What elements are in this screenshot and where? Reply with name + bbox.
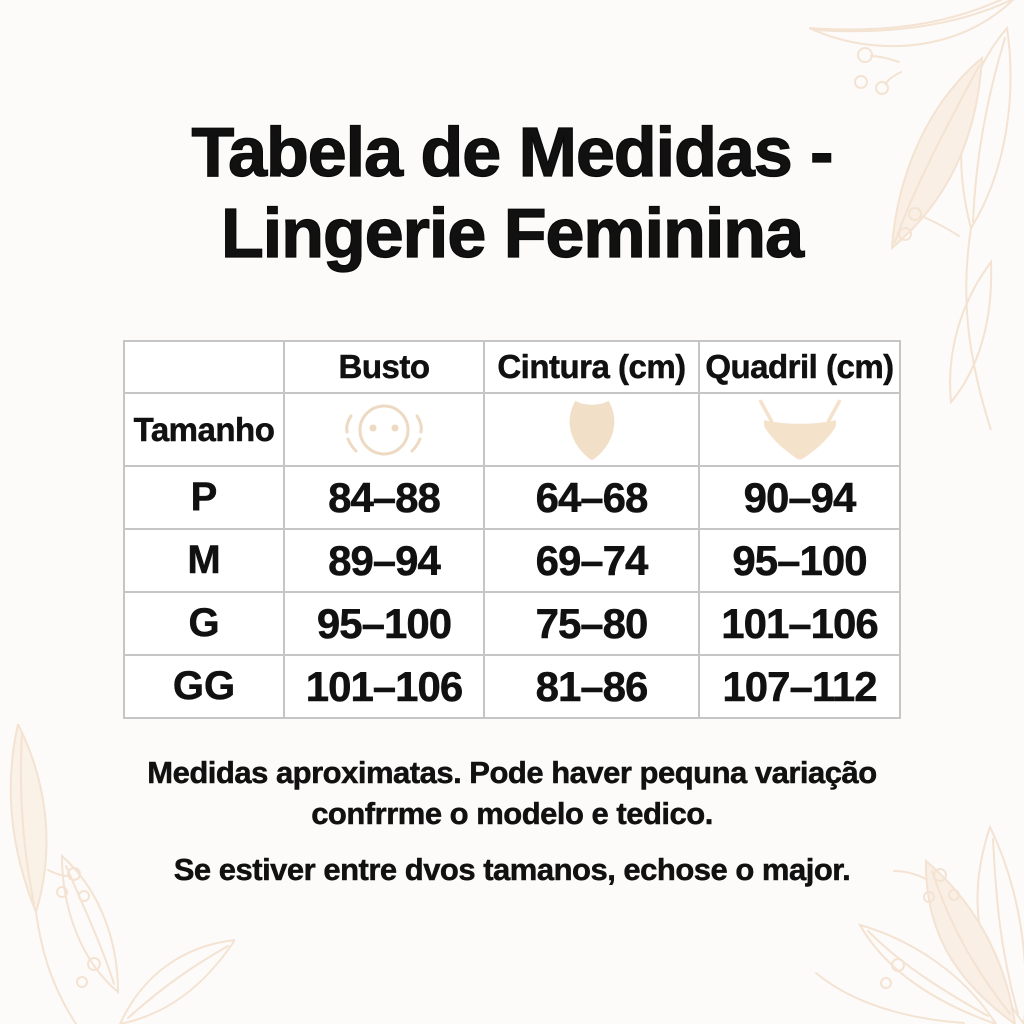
page-title-line1: Tabela de Medidas - [191, 113, 833, 191]
header-quadril: Quadril (cm) [699, 341, 900, 393]
quadril-g: 101–106 [699, 592, 900, 655]
table-row [124, 592, 900, 655]
table-header-row [124, 341, 900, 393]
cintura-p: 64–68 [484, 466, 699, 529]
table-icon-row [124, 393, 900, 466]
busto-gg: 101–106 [284, 655, 484, 718]
cintura-gg: 81–86 [484, 655, 699, 718]
busto-g: 95–100 [284, 592, 484, 655]
size-g: G [124, 592, 284, 655]
table-row [124, 529, 900, 592]
approximation-note [0, 752, 1024, 834]
page-title-line2: Lingerie Feminina [221, 194, 803, 272]
footer-notes [0, 752, 1024, 890]
waist-icon [564, 397, 620, 463]
size-chart-table [123, 340, 901, 719]
approximation-note-line2: confrrme o modelo e tedico. [311, 796, 713, 831]
panties-icon [748, 397, 852, 463]
cintura-g: 75–80 [484, 592, 699, 655]
sizing-advice-note: Se estiver entre dvos tamanos, echose o major. [173, 852, 851, 887]
page-title [0, 112, 1024, 274]
cintura-m: 69–74 [484, 529, 699, 592]
busto-m: 89–94 [284, 529, 484, 592]
table-row [124, 466, 900, 529]
size-m: M [124, 529, 284, 592]
size-p: P [124, 466, 284, 529]
row-label-tamanho: Tamanho [124, 393, 284, 466]
header-empty [124, 341, 284, 393]
quadril-m: 95–100 [699, 529, 900, 592]
header-busto: Busto [284, 341, 484, 393]
busto-p: 84–88 [284, 466, 484, 529]
approximation-note-line1: Medidas aproximatas. Pode haver pequna variação [147, 755, 877, 790]
bust-icon [336, 398, 432, 462]
table-row [124, 655, 900, 718]
header-cintura: Cintura (cm) [484, 341, 699, 393]
size-gg: GG [124, 655, 284, 718]
quadril-gg: 107–112 [699, 655, 900, 718]
quadril-p: 90–94 [699, 466, 900, 529]
